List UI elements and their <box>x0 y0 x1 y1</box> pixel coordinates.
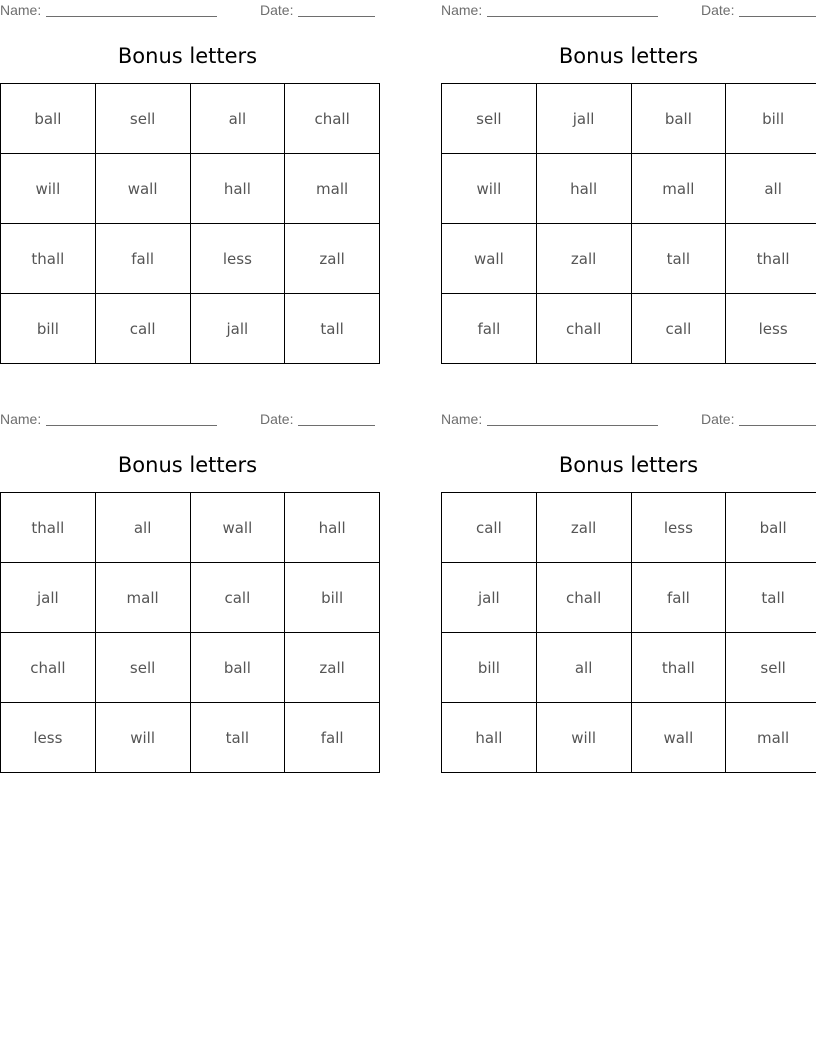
grid-cell: ball <box>726 493 816 563</box>
date-blank-line <box>298 425 375 426</box>
grid-cell: hall <box>285 493 380 563</box>
grid-row <box>442 294 816 364</box>
grid-cell: chall <box>1 633 96 703</box>
date-label: Date: <box>701 2 735 18</box>
grid-cell: mall <box>285 154 380 224</box>
bingo-card <box>0 409 375 784</box>
grid-row <box>442 493 816 563</box>
card-title: Bonus letters <box>117 44 258 68</box>
grid-cell: will <box>1 154 96 224</box>
grid-row <box>1 493 380 563</box>
grid-cell: ball <box>1 84 96 154</box>
grid-row <box>1 294 380 364</box>
grid-cell: mall <box>95 563 190 633</box>
grid-cell: call <box>190 563 285 633</box>
grid-cell: sell <box>726 633 816 703</box>
grid-row <box>1 563 380 633</box>
grid-cell: sell <box>95 84 190 154</box>
grid-cell: sell <box>95 633 190 703</box>
grid-cell: less <box>631 493 726 563</box>
grid-row <box>442 633 816 703</box>
card-title: Bonus letters <box>117 453 258 477</box>
date-blank-line <box>298 16 375 17</box>
grid-cell: zall <box>536 224 631 294</box>
grid-row <box>1 633 380 703</box>
grid-cell: mall <box>631 154 726 224</box>
card-title: Bonus letters <box>558 44 699 68</box>
grid-cell: all <box>190 84 285 154</box>
grid-cell: tall <box>631 224 726 294</box>
grid-cell: fall <box>442 294 537 364</box>
grid-cell: bill <box>442 633 537 703</box>
grid-row <box>1 224 380 294</box>
bingo-card <box>0 0 375 375</box>
date-blank-line <box>739 16 816 17</box>
name-blank-line <box>487 425 658 426</box>
grid-cell: wall <box>95 154 190 224</box>
grid-cell: zall <box>285 224 380 294</box>
grid-cell: call <box>442 493 537 563</box>
grid-cell: less <box>726 294 816 364</box>
bingo-grid <box>441 492 816 773</box>
grid-row <box>442 563 816 633</box>
grid-cell: tall <box>285 294 380 364</box>
grid-cell: thall <box>631 633 726 703</box>
grid-cell: tall <box>190 703 285 773</box>
card-title: Bonus letters <box>558 453 699 477</box>
grid-cell: sell <box>442 84 537 154</box>
grid-cell: thall <box>1 224 96 294</box>
grid-cell: call <box>95 294 190 364</box>
grid-cell: jall <box>190 294 285 364</box>
grid-cell: bill <box>726 84 816 154</box>
grid-cell: zall <box>536 493 631 563</box>
grid-cell: bill <box>285 563 380 633</box>
grid-cell: fall <box>285 703 380 773</box>
name-date-row <box>441 2 816 20</box>
grid-cell: wall <box>631 703 726 773</box>
grid-cell: will <box>442 154 537 224</box>
grid-cell: tall <box>726 563 816 633</box>
grid-row <box>442 154 816 224</box>
grid-cell: jall <box>1 563 96 633</box>
grid-cell: hall <box>190 154 285 224</box>
name-label: Name: <box>441 411 483 427</box>
name-blank-line <box>487 16 658 17</box>
grid-cell: chall <box>536 563 631 633</box>
grid-cell: bill <box>1 294 96 364</box>
date-blank-line <box>739 425 816 426</box>
grid-cell: fall <box>631 563 726 633</box>
name-label: Name: <box>0 2 42 18</box>
grid-cell: less <box>190 224 285 294</box>
date-label: Date: <box>260 411 294 427</box>
grid-cell: zall <box>285 633 380 703</box>
grid-cell: hall <box>536 154 631 224</box>
grid-cell: mall <box>726 703 816 773</box>
grid-cell: thall <box>1 493 96 563</box>
date-label: Date: <box>701 411 735 427</box>
grid-cell: all <box>726 154 816 224</box>
grid-row <box>442 224 816 294</box>
name-blank-line <box>46 16 217 17</box>
grid-row <box>1 154 380 224</box>
grid-cell: call <box>631 294 726 364</box>
grid-cell: jall <box>442 563 537 633</box>
bingo-card <box>441 409 816 784</box>
grid-cell: jall <box>536 84 631 154</box>
name-label: Name: <box>0 411 42 427</box>
name-blank-line <box>46 425 217 426</box>
bingo-grid <box>0 492 380 773</box>
name-label: Name: <box>441 2 483 18</box>
grid-cell: will <box>95 703 190 773</box>
grid-cell: chall <box>536 294 631 364</box>
name-date-row <box>0 2 375 20</box>
grid-cell: fall <box>95 224 190 294</box>
name-date-row <box>0 411 375 429</box>
grid-row <box>1 84 380 154</box>
grid-row <box>442 84 816 154</box>
grid-cell: will <box>536 703 631 773</box>
grid-cell: wall <box>190 493 285 563</box>
bingo-grid <box>441 83 816 364</box>
date-label: Date: <box>260 2 294 18</box>
grid-cell: all <box>95 493 190 563</box>
grid-cell: ball <box>190 633 285 703</box>
grid-cell: chall <box>285 84 380 154</box>
grid-cell: thall <box>726 224 816 294</box>
bingo-card <box>441 0 816 375</box>
grid-row <box>1 703 380 773</box>
grid-cell: ball <box>631 84 726 154</box>
grid-cell: hall <box>442 703 537 773</box>
grid-cell: less <box>1 703 96 773</box>
name-date-row <box>441 411 816 429</box>
grid-row <box>442 703 816 773</box>
grid-cell: all <box>536 633 631 703</box>
bingo-grid <box>0 83 380 364</box>
grid-cell: wall <box>442 224 537 294</box>
